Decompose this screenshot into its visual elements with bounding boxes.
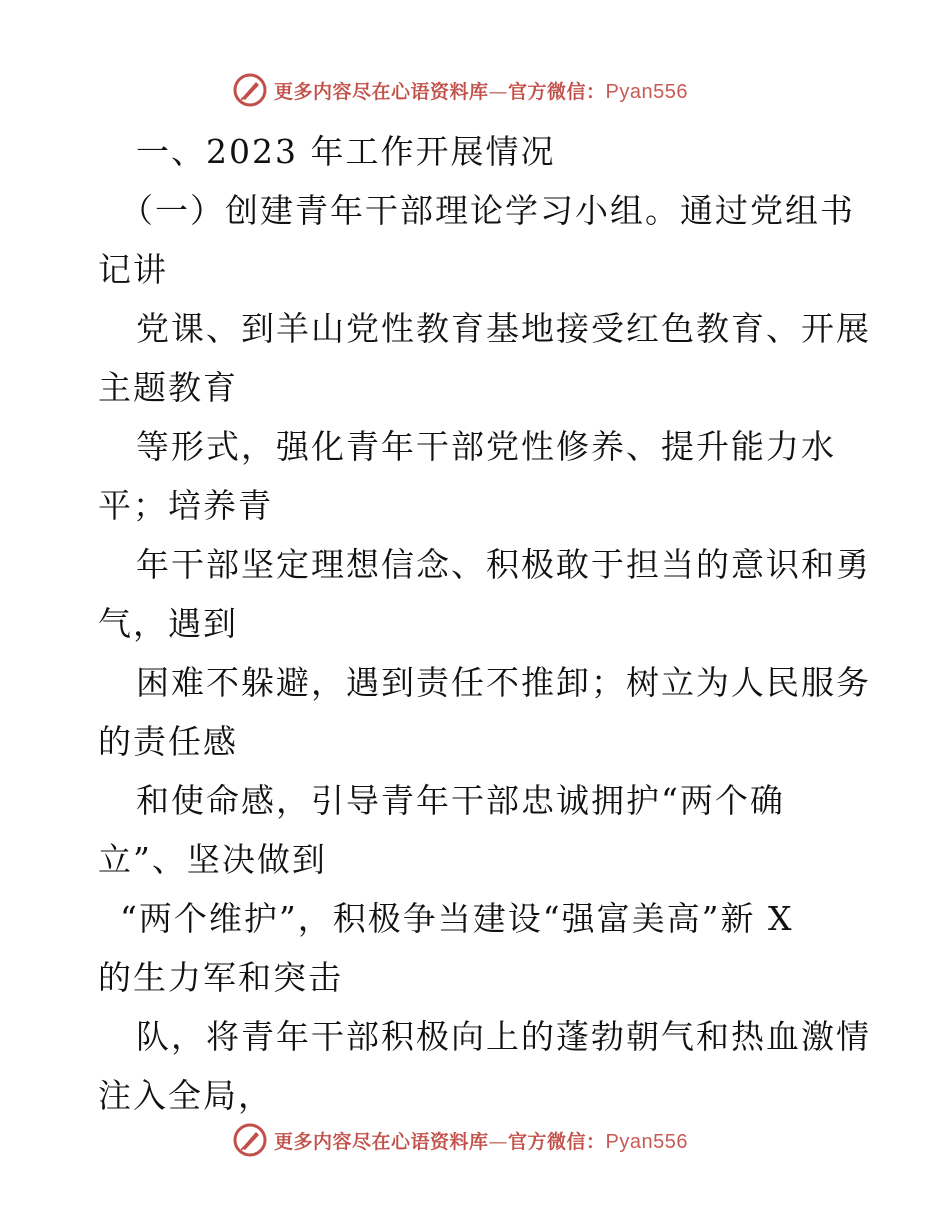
banner-main-text: 更多内容尽在心语资料库 bbox=[274, 1130, 489, 1153]
header-banner bbox=[232, 70, 688, 110]
section-heading: 一、2023 年工作开展情况 bbox=[136, 132, 556, 171]
text-line: 主题教育 bbox=[98, 368, 238, 407]
banner-tail-text: 官方微信： bbox=[508, 80, 606, 103]
text-line: （一）创建青年干部理论学习小组。通过党组书 bbox=[120, 191, 855, 230]
text-line: 党课、到羊山党性教育基地接受红色教育、开展 bbox=[136, 309, 871, 348]
text-line: 的生力军和突击 bbox=[98, 958, 343, 997]
document-body bbox=[98, 122, 871, 1125]
banner-separator: — bbox=[488, 1130, 509, 1153]
text-line: 立”、坚决做到 bbox=[98, 840, 327, 879]
banner-text bbox=[274, 1127, 688, 1154]
banner-wechat-id: Pyan556 bbox=[605, 80, 688, 103]
banner-text bbox=[274, 77, 688, 104]
banner-wechat-id: Pyan556 bbox=[605, 1130, 688, 1153]
text-line: 注入全局， bbox=[98, 1076, 273, 1115]
text-line: 气，遇到 bbox=[98, 604, 238, 643]
text-line: 困难不躲避，遇到责任不推卸；树立为人民服务 bbox=[136, 663, 871, 702]
text-line: 平；培养青 bbox=[98, 486, 273, 525]
text-line: 和使命感，引导青年干部忠诚拥护“两个确 bbox=[136, 781, 785, 820]
text-line: 的责任感 bbox=[98, 722, 238, 761]
text-line: 记讲 bbox=[98, 250, 168, 289]
quill-logo-icon bbox=[232, 1122, 268, 1158]
text-line: 年干部坚定理想信念、积极敢于担当的意识和勇 bbox=[136, 545, 871, 584]
footer-banner bbox=[232, 1120, 688, 1160]
text-line: 队，将青年干部积极向上的蓬勃朝气和热血激情 bbox=[136, 1017, 871, 1056]
banner-main-text: 更多内容尽在心语资料库 bbox=[274, 80, 489, 103]
text-line: 等形式，强化青年干部党性修养、提升能力水 bbox=[136, 427, 836, 466]
text-line: “两个维护”，积极争当建设“强富美高”新 X bbox=[120, 899, 794, 938]
banner-separator: — bbox=[488, 80, 509, 103]
banner-tail-text: 官方微信： bbox=[508, 1130, 606, 1153]
quill-logo-icon bbox=[232, 72, 268, 108]
